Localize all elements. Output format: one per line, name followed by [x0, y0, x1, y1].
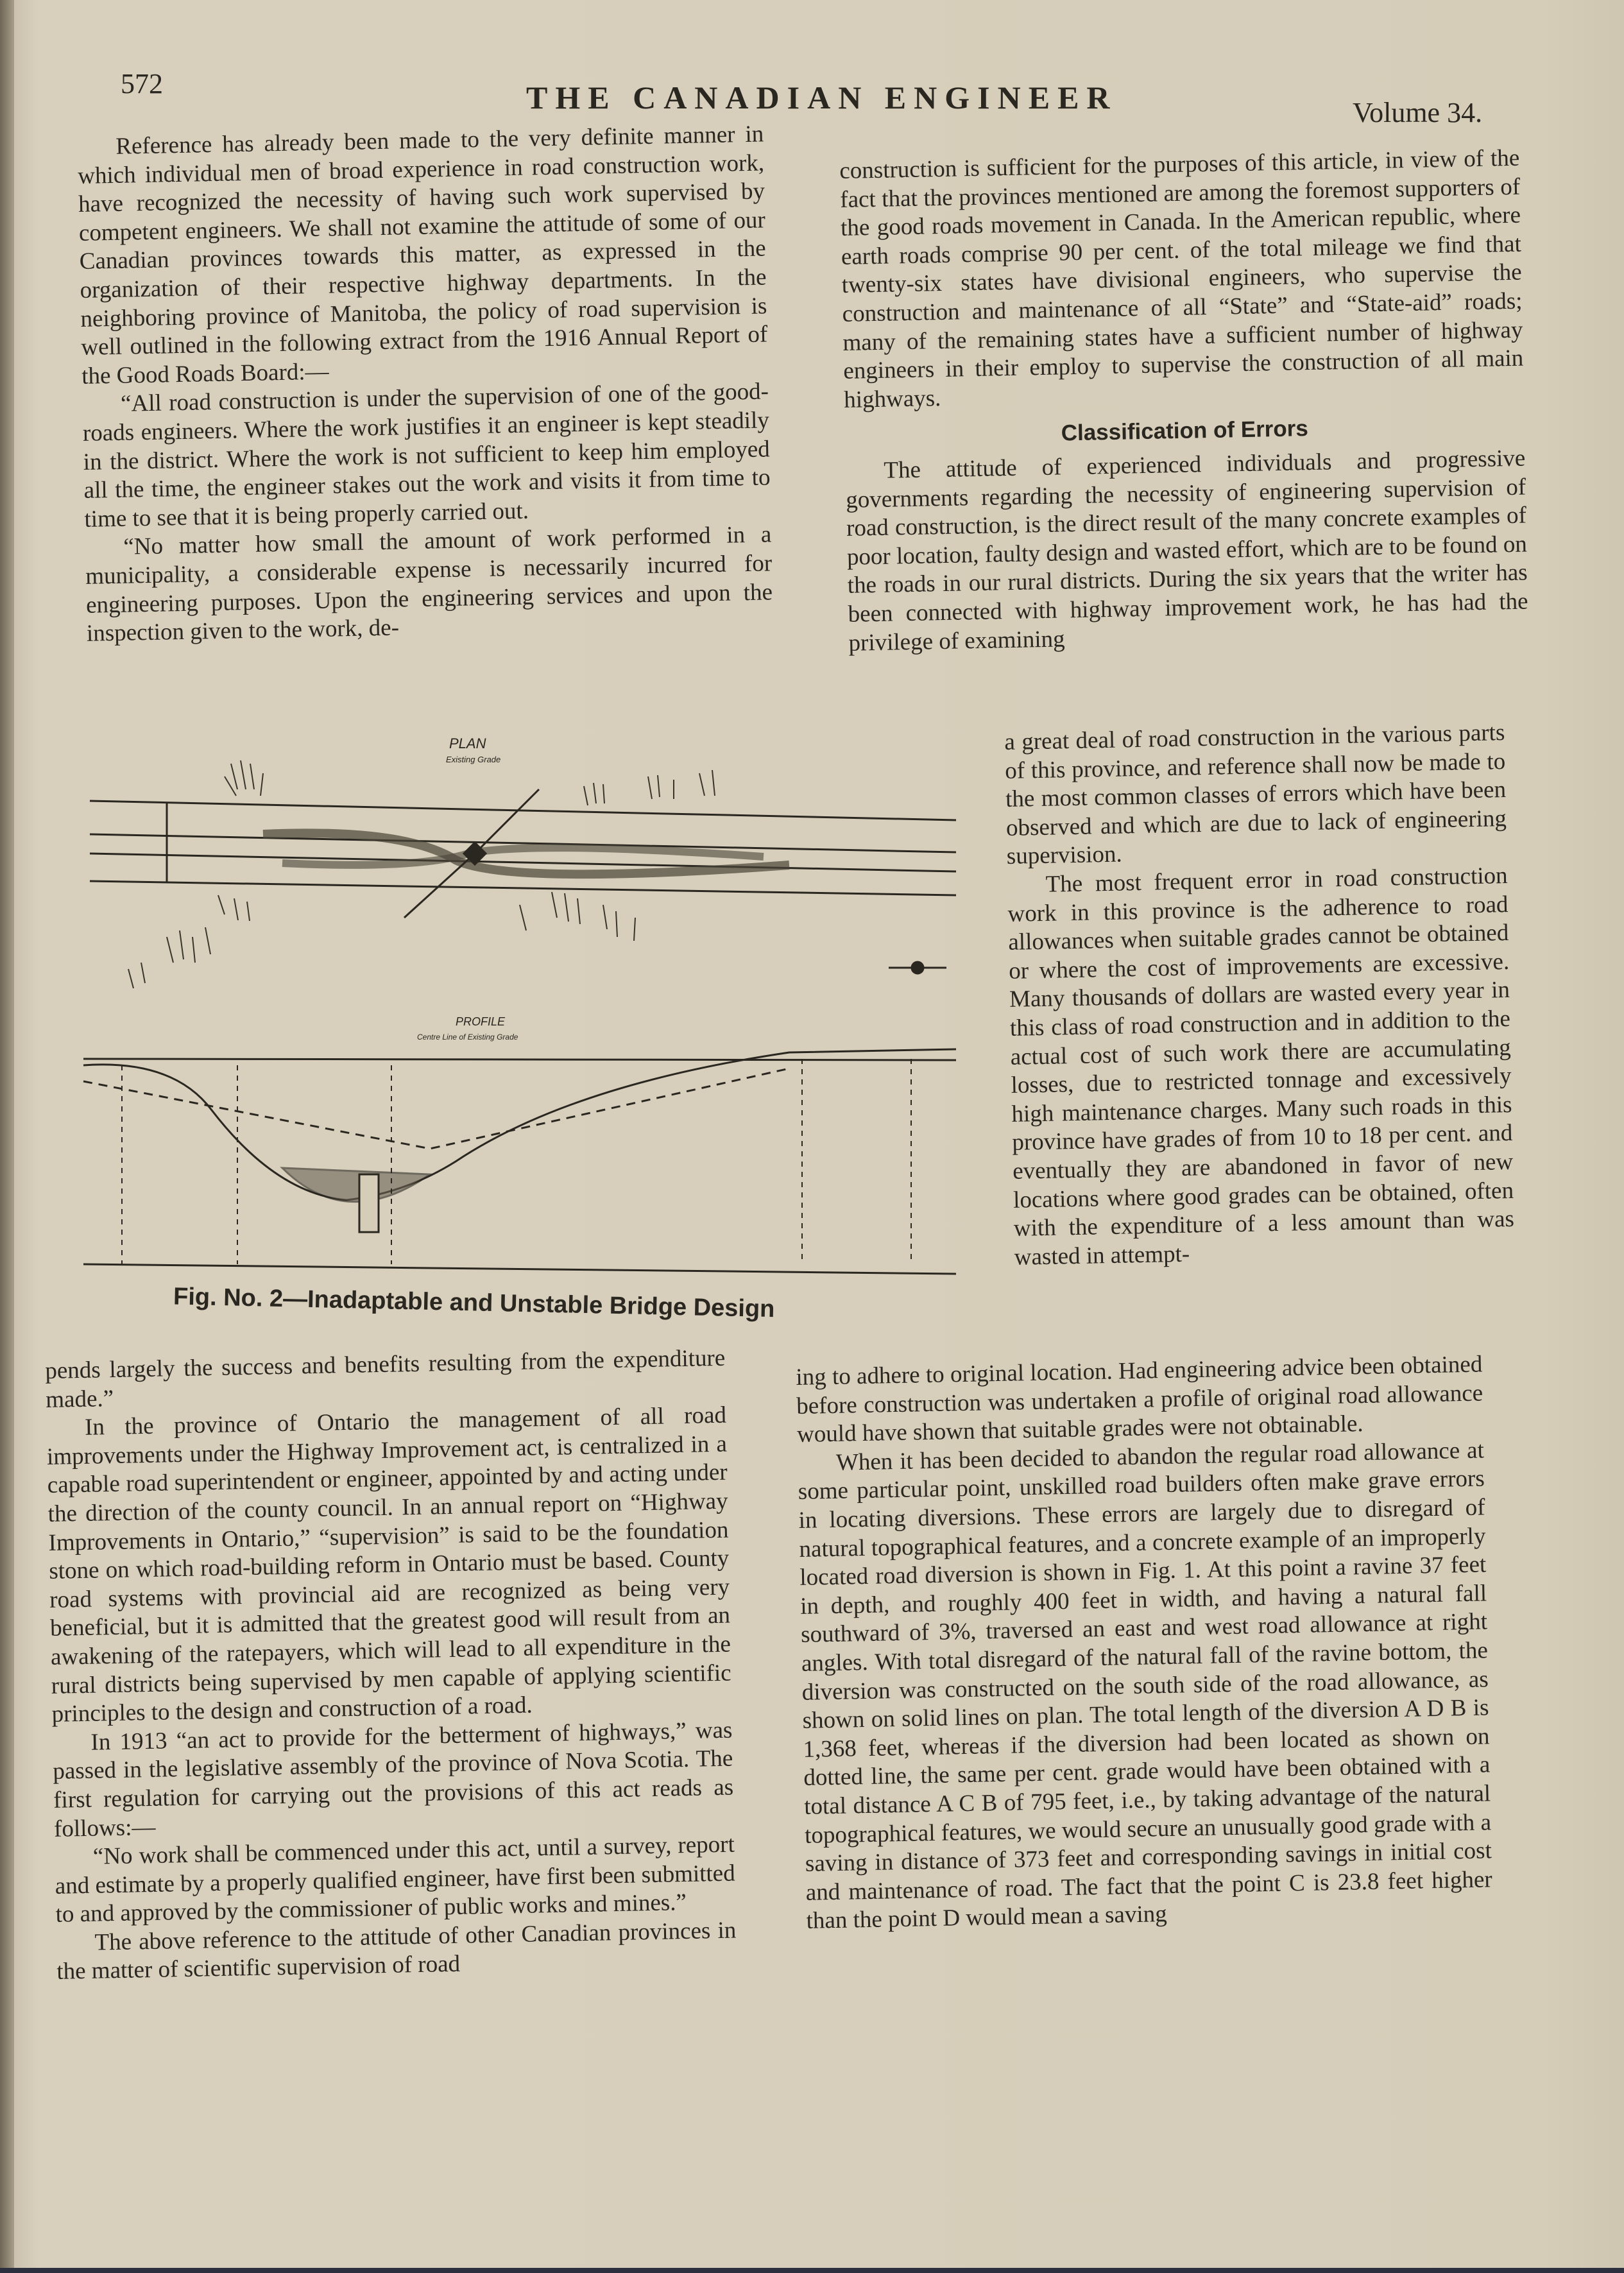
grade-line: [83, 1068, 789, 1149]
profile-line: [83, 1059, 956, 1060]
paragraph: a great deal of road construction in the various parts of this province, and reference shall now be made to the most common classes of errors which have been observed and which are due to lack of engineering supervision.: [1004, 719, 1507, 870]
plan-sublabel: Existing Grade: [446, 755, 501, 764]
ground-profile: [83, 1049, 956, 1200]
section-heading: Classification of Errors: [1061, 416, 1309, 446]
paragraph: The most frequent error in road construction work in this province is the adherence to road allowances when suitable grades cannot be obtained or where the cost of improvements are excessive. Many thousands of dollars are wasted every year in this class of road construction and in addition to the actual cost of such work there are accumulating losses, due to restricted tonnage and excessively high maintenance charges. Many such roads in this province have grades of from 10 to 18 per cent. and eventually they are abandoned in favor of new locations where good grades can be obtained, often with the expenditure of a less amount than was wasted in attempt-: [1007, 862, 1515, 1271]
paragraph: The above reference to the attitude of other Canadian provinces in the matter of scientific supervision of road: [56, 1917, 737, 1986]
bridge-pier: [359, 1174, 379, 1232]
paragraph: In 1913 “an act to provide for the betterment of highways,” was passed in the legislative assembly of the province of Nova Scotia. The first regulation for carrying out the provisions of this act reads as follows:—: [53, 1717, 734, 1842]
paragraph: When it has been decided to abandon the regular road allowance at some particular point, unskilled road builders often make grave errors in locating diversions. These errors are largely due to disregard of natural topographical features, and a concrete example of an improperly located road diversion is shown in Fig. 1. At this point a ravine 37 feet in depth, and roughly 400 feet in width, and having a natural fall southward of 3%, traversed an east and west road allowance at right angles. With total disregard of the natural fall of the ravine bottom, the diversion was constructed on the south side of the road allowance, as shown on solid lines on plan. The total length of the diversion A D B is 1,368 feet, whereas if the diversion had been located as shown on dotted line, the same per cent. grade would have been obtained with a total distance A C B of 795 feet, i.e., by taking advantage of the natural topographical features, we would secure an unusually good grade with a saving in distance of 373 feet and corresponding savings in initial cost and maintenance of road. The fact that the point C is 23.8 feet higher than the point D would mean a saving: [798, 1437, 1493, 1935]
paragraph: Reference has already been made to the very definite manner in which individual men of broad experience in road construction work, have recognized the necessity of having such work supervised by competent engineers. We shall not examine the attitude of some of our Canadian provinces towards this matter, as expressed in the organization of their respective highway departments. In the neighboring province of Manitoba, the policy of road supervision is well outlined in the following extract from the 1916 Annual Report of the Good Roads Board:—: [77, 121, 768, 390]
station-lines: [122, 1059, 911, 1264]
datum-line: [83, 1264, 956, 1274]
column-2-top: [839, 144, 1529, 658]
column-1-top: [77, 120, 773, 648]
figure-bridge-design: [71, 725, 988, 1341]
paragraph: construction is sufficient for the purposes of this article, in view of the fact that the provinces mentioned are among the foremost supporters of the good roads movement in Canada. In the American republic, where earth roads comprise 90 per cent. of the total mileage we find that twenty-six states have divisional engineers, who supervise the construction and maintenance of all “State” and “State-aid” roads; many of the remaining states have a sufficient number of highway engineers in their employ to supervise the construction of all main highways.: [839, 144, 1524, 413]
paragraph: “All road construction is under the supervision of one of the good-roads engineers. Where the work justifies it an engineer is kept steadily in the district. Where the work is not sufficient to keep him employed all the time, the engineer stakes out the work and visits it from time to time to see that it is being properly carried out.: [82, 378, 771, 533]
column-2-bottom: [796, 1350, 1493, 1935]
paragraph: pends largely the success and benefits resulting from the expenditure made.”: [45, 1344, 726, 1413]
profile-label: PROFILE: [456, 1015, 506, 1028]
paragraph: In the province of Ontario the management of all road improvements under the Highway Improvement act, is centralized in a capable road superintendent or engineer, appointed by and acting under the direction of the county council. In an annual report on “Highway Improvements in Ontario,” “supervision” is said to be the foundation stone on which road-building reform in Ontario must be based. County road systems with provincial aid are recognized as being very beneficial, but it is admitted that the greatest good will result from an awakening of the ratepayers, which will lead to all expenditure in the rural districts being supervised by men capable of applying scientific principles to the design and construction of a road.: [46, 1402, 732, 1728]
paragraph: ing to adhere to original location. Had engineering advice been obtained before construction was undertaken a profile of original road allowance would have shown that suitable grades were not obtainable.: [796, 1351, 1483, 1448]
road-line: [90, 801, 956, 820]
paragraph: “No matter how small the amount of work performed in a municipality, a considerable expense is necessarily incurred for engineering purposes. Upon the engineering services and upon the inspection given to the work, de-: [85, 521, 773, 647]
figure-drawing: [71, 725, 988, 1303]
book-spine: [0, 0, 14, 2273]
profile-sublabel: Centre Line of Existing Grade: [417, 1033, 518, 1042]
figure-caption: Fig. No. 2—Inadaptable and Unstable Bridge Design: [173, 1283, 775, 1323]
page-header: [0, 61, 1624, 128]
paragraph: The attitude of experienced individuals and progressive governments regarding the necessity of engineering supervision of road construction, is the direct result of the many concrete examples of poor location, faulty design and wasted effort, which are to be found on the roads in our rural districts. During the six years that the writer has been connected with highway improvement work, he has had the privilege of examining: [845, 445, 1528, 656]
column-2-narrow: [1004, 719, 1515, 1272]
journal-title: THE CANADIAN ENGINEER: [526, 80, 1118, 116]
volume-label: Volume 34.: [1353, 97, 1483, 128]
road-line: [90, 881, 956, 895]
scan-edge: [0, 2268, 1624, 2273]
page-number: 572: [121, 68, 163, 99]
plan-label: PLAN: [449, 735, 486, 751]
column-1-bottom: [45, 1344, 737, 1987]
paragraph: “No work shall be commenced under this act, until a survey, report and estimate by a properly qualified engineer, have first been submitted to and approved by the commissioner of public works and mines.”: [55, 1831, 736, 1928]
bridge-fill: [282, 1168, 430, 1202]
